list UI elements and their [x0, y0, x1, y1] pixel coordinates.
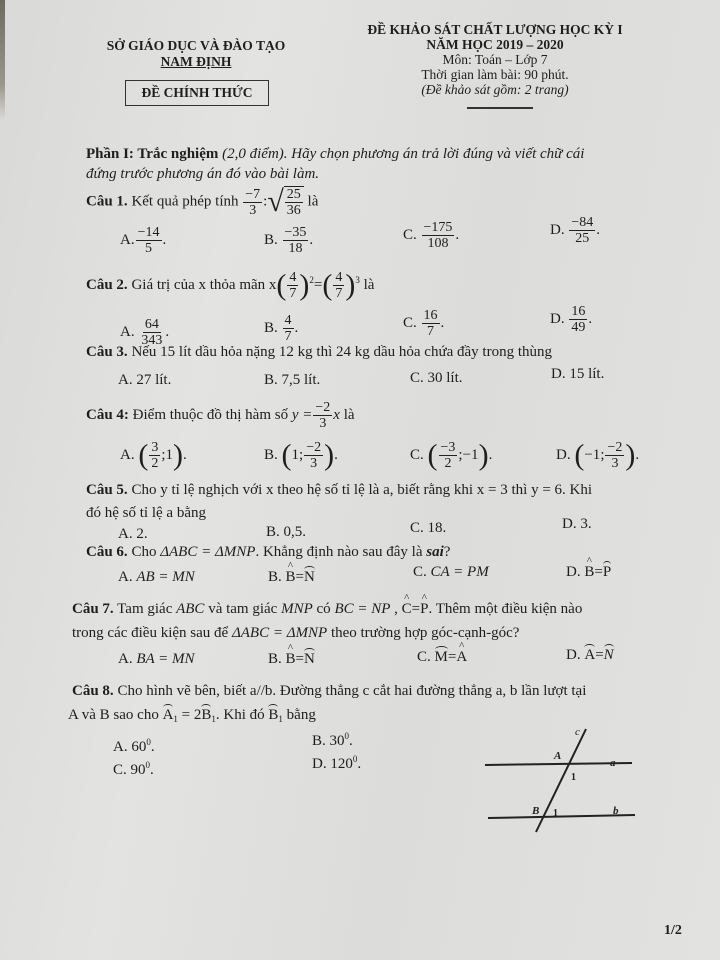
degree: 0: [145, 760, 151, 770]
question-text: và tam giác: [208, 601, 278, 617]
option-key: D.: [551, 366, 566, 382]
numerator: −2: [306, 440, 322, 455]
option-8d: D. $120^0$.: [312, 754, 362, 772]
angle: M: [434, 649, 448, 665]
question-text: Cho hình vẽ bên, biết a//b. Đường thẳng c cắt hai đường thẳng a, b lần lượt tại: [117, 683, 587, 699]
option-6b: B. ^ B=N: [268, 569, 315, 586]
section-instruction-2: đứng trước phương án đó vào bài làm.: [86, 166, 320, 182]
subscript: 1: [278, 714, 283, 724]
numerator: −2: [607, 440, 623, 455]
question-4: [86, 400, 355, 431]
option-key: D.: [562, 516, 577, 532]
question-suffix: là: [363, 276, 375, 293]
option-key: A.: [118, 526, 133, 542]
angle: ^ B: [286, 569, 296, 586]
option-key: D.: [550, 221, 565, 238]
numerator: 4: [284, 313, 292, 328]
degree: 0: [344, 731, 350, 741]
question-text: Giá trị của x thỏa mãn: [131, 276, 266, 293]
question-text: . Khi đó: [215, 707, 265, 723]
page-count: (Đề khảo sát gồm: 2 trang): [421, 82, 569, 97]
question-text: bằng: [286, 707, 316, 723]
question-text: Nếu 15 lít dầu hỏa nặng 12 kg thì 24 kg dầu hỏa chứa đầy trong thùng: [131, 344, 552, 360]
page-number: 1/2: [664, 923, 682, 938]
coord-y: −1: [462, 446, 479, 463]
question-3: [86, 344, 552, 361]
congruence-expr: ΔABC = ΔMNP: [231, 625, 328, 641]
emphasis-word: sai: [426, 544, 444, 560]
option-key: B.: [312, 733, 326, 749]
numerator: 16: [571, 304, 586, 319]
option-key: B.: [268, 651, 282, 667]
question-label: Câu 1.: [86, 193, 128, 210]
option-1b: B. $\frac{-35}{18}$ .: [264, 225, 314, 256]
question-label: Câu 4:: [86, 406, 129, 423]
option-5a: [118, 526, 148, 543]
option-text: AB = MN: [136, 569, 195, 585]
option-text: CA = PM: [430, 564, 489, 580]
option-key: D.: [556, 446, 571, 463]
degree: 0: [146, 737, 151, 747]
official-exam-label: ĐỀ CHÍNH THỨC: [125, 80, 269, 106]
angle: ^ B: [584, 564, 594, 581]
label-angle-B1: 1: [553, 808, 558, 819]
angle: P: [602, 564, 612, 580]
option-key: C.: [410, 520, 424, 536]
triangle-name: ABC: [176, 601, 205, 617]
denominator: 343: [141, 333, 163, 348]
option-key: D.: [312, 756, 327, 772]
question-5-line2: đó hệ số tỉ lệ a bằng: [86, 505, 206, 521]
option-3b: [264, 372, 320, 389]
option-4c: C. ( $\frac{-3}{2}$ ;−1).: [410, 438, 493, 472]
denominator: 7: [289, 286, 297, 301]
option-key: A.: [118, 569, 133, 585]
option-key: B.: [268, 569, 282, 585]
question-7: Câu 7. Tam giác ABC và tam giác MNP có BC = NP , ^ C=^ P. Thêm một điều kiện nào: [72, 601, 582, 618]
option-key: A.: [120, 323, 135, 340]
option-key: C.: [410, 370, 424, 386]
question-text: Cho: [131, 544, 157, 560]
denominator: 18: [288, 241, 303, 256]
numerator: −84: [571, 215, 594, 230]
option-4a: A. ( $\frac{3}{2}$ ;1).: [120, 438, 187, 472]
option-5c: [410, 520, 446, 537]
question-8-line2: A và B sao cho $A_1 = 2B_1$. Khi đó $B_1$ bằng: [68, 707, 316, 724]
question-5: [86, 482, 592, 499]
option-3d: [551, 366, 604, 383]
option-key: B.: [266, 524, 280, 540]
denominator: 7: [427, 324, 435, 339]
option-value: 30: [329, 733, 345, 749]
question-label: Câu 6.: [86, 544, 128, 560]
option-key: C.: [417, 649, 431, 665]
sqrt-expression: √ $\frac{25}{36}$: [267, 186, 303, 218]
exam-title: ĐỀ KHẢO SÁT CHẤT LƯỢNG HỌC KỲ I: [367, 22, 623, 37]
question-2: Câu 2. Giá trị của x thỏa mãn x( $\frac{4}{7}$ )$^2$=( $\frac{4}{7}$ )$^3$ là: [86, 268, 375, 302]
angle: ^ C: [402, 601, 412, 618]
numerator: 25: [286, 187, 301, 202]
subscript: 1: [173, 714, 178, 724]
header-rule: [467, 107, 533, 109]
angle: B: [201, 707, 212, 723]
option-5b: [266, 524, 306, 541]
option-4d: D. (−1; $\frac{-2}{3}$ ).: [556, 438, 640, 472]
option-key: C.: [410, 446, 424, 463]
option-4b: B. (1; $\frac{-2}{3}$ ).: [264, 438, 338, 472]
option-text: 30 lít.: [427, 370, 463, 386]
label-angle-A1: 1: [571, 772, 576, 783]
option-1c: C. $\frac{-175}{108}$ .: [403, 220, 460, 251]
variable: x: [268, 276, 277, 293]
option-key: D.: [566, 647, 581, 663]
section-instruction: Hãy chọn phương án trả lời đúng và viết chữ cái: [287, 146, 585, 162]
department-name: SỞ GIÁO DỤC VÀ ĐÀO TẠO: [106, 38, 286, 53]
question-end: ?: [443, 544, 451, 560]
numerator: −3: [440, 440, 456, 455]
option-value: 120: [330, 756, 353, 772]
angle: A: [584, 647, 596, 663]
angle: ^ A: [456, 649, 467, 666]
denominator: 49: [571, 320, 586, 335]
question-7-line2: [72, 625, 519, 642]
option-text: 15 lít.: [569, 366, 605, 382]
numerator: 64: [144, 317, 159, 332]
exponent: 2: [309, 274, 314, 285]
denominator: 5: [145, 241, 153, 256]
angle: N: [603, 647, 614, 663]
option-1a: A. $\frac{-14}{5}$ .: [120, 225, 167, 256]
option-key: B.: [264, 319, 278, 336]
question-label: Câu 5.: [86, 482, 128, 498]
option-key: A.: [120, 446, 135, 463]
coord-y: 1: [165, 446, 174, 463]
question-text: . Khẳng định nào sau đây là: [255, 544, 423, 560]
question-1: [86, 186, 318, 218]
question-text: . Thêm một điều kiện nào: [428, 601, 583, 617]
option-2d: D. $\frac{16}{49}$ .: [550, 304, 593, 335]
question-text: Cho y tỉ lệ nghịch với x theo hệ số tỉ lệ là a, biết rằng khi x = 3 thì y = 6. Khi: [131, 482, 593, 498]
coord-x: 1: [291, 446, 300, 463]
option-8a: A. $60^0$.: [113, 737, 155, 755]
coefficient: 2: [193, 707, 202, 723]
option-key: C.: [403, 226, 417, 243]
option-6c: [413, 564, 489, 581]
numerator: −7: [245, 186, 261, 202]
question-text: theo trường hợp góc-cạnh-góc?: [330, 625, 520, 641]
degree: 0: [352, 754, 358, 764]
option-value: 90: [130, 762, 146, 778]
option-2b: B. $\frac{4}{7}$ .: [264, 313, 299, 344]
option-key: A.: [120, 231, 135, 248]
numerator: −2: [315, 400, 331, 415]
denominator: 7: [284, 329, 292, 344]
coord-x: −1: [584, 446, 601, 463]
option-text: BA = MN: [136, 651, 195, 667]
question-suffix: là: [307, 193, 319, 210]
denominator: 3: [249, 202, 257, 218]
subject: Môn: Toán – Lớp 7: [442, 52, 548, 67]
exponent: 3: [355, 274, 360, 285]
option-key: D.: [550, 310, 565, 327]
option-7c: C. M=^ A: [417, 649, 467, 666]
page-edge-shadow: [0, 0, 5, 120]
question-text: trong các điều kiện sau để: [72, 625, 229, 641]
triangle-name: MNP: [281, 601, 313, 617]
label-B: B: [532, 805, 540, 817]
question-label: Câu 3.: [86, 344, 128, 360]
denominator: 108: [427, 236, 449, 251]
denominator: 3: [319, 416, 327, 431]
numerator: −14: [137, 225, 160, 240]
denominator: 2: [444, 456, 452, 471]
denominator: 36: [286, 203, 301, 218]
option-text: 0,5.: [283, 524, 307, 540]
option-key: D.: [566, 564, 581, 580]
option-6d: D. ^ B=P: [566, 564, 611, 581]
option-text: 18.: [427, 520, 447, 536]
question-6: [86, 544, 450, 561]
angle: ^ B: [286, 651, 296, 668]
option-text: 3.: [580, 516, 592, 532]
option-text: 27 lít.: [136, 372, 172, 388]
option-key: A.: [113, 739, 128, 755]
question-text: có: [316, 601, 331, 617]
parallel-lines-figure: [470, 715, 650, 845]
label-A: A: [554, 750, 562, 762]
congruence-expr: ΔABC = ΔMNP: [160, 544, 256, 560]
denominator: 2: [151, 456, 159, 471]
option-7a: [118, 651, 195, 668]
section-points: (2,0 điểm).: [222, 146, 288, 162]
condition: BC = NP: [334, 601, 391, 617]
option-key: B.: [264, 372, 278, 388]
subscript: 1: [211, 714, 216, 724]
exam-header: [350, 22, 640, 97]
department-header: [96, 38, 296, 70]
province-name: NAM ĐỊNH: [160, 54, 232, 69]
question-text: A và B sao cho: [68, 707, 159, 723]
section-title: Phần I: Trắc nghiệm: [86, 146, 219, 162]
question-suffix: là: [343, 406, 355, 423]
duration: Thời gian làm bài: 90 phút.: [421, 67, 569, 82]
question-label: Câu 2.: [86, 276, 128, 293]
denominator: 3: [310, 456, 318, 471]
question-text: Kết quả phép tính: [131, 193, 239, 210]
question-text: Tam giác: [117, 601, 173, 617]
option-7b: B. ^ B=N: [268, 651, 315, 668]
option-7d: D. A=N: [566, 647, 614, 663]
option-3c: [410, 370, 463, 387]
variable: x: [333, 406, 340, 423]
label-b: b: [613, 805, 619, 817]
option-text: 7,5 lít.: [281, 372, 321, 388]
question-label: Câu 7.: [72, 601, 114, 617]
numerator: −175: [423, 220, 453, 235]
question-label: Câu 8.: [72, 683, 114, 699]
option-2a: A. $\frac{64}{343}$ .: [120, 317, 170, 348]
option-6a: [118, 569, 195, 586]
denominator: 3: [611, 456, 619, 471]
angle: ^ P: [420, 601, 428, 618]
denominator: 7: [335, 286, 343, 301]
option-2c: C. $\frac{16}{7}$ .: [403, 308, 445, 339]
option-value: 60: [131, 739, 147, 755]
option-key: C.: [403, 314, 417, 331]
option-key: A.: [118, 372, 133, 388]
angle: A: [162, 707, 174, 723]
label-a: a: [610, 757, 616, 769]
option-key: B.: [264, 446, 278, 463]
question-text: Điểm thuộc đồ thị hàm số: [132, 406, 289, 423]
section-title-line: [86, 146, 584, 163]
numerator: −35: [284, 225, 307, 240]
angle: B: [268, 707, 279, 723]
option-key: C.: [113, 762, 127, 778]
question-8: [72, 683, 586, 700]
option-3a: [118, 372, 171, 389]
option-key: B.: [264, 231, 278, 248]
option-text: 2.: [136, 526, 148, 542]
numerator: 16: [423, 308, 438, 323]
numerator: 3: [151, 440, 159, 455]
option-8c: C. $90^0$.: [113, 760, 154, 778]
school-year: NĂM HỌC 2019 – 2020: [426, 37, 564, 52]
function-lhs: y =: [291, 406, 313, 423]
angle: N: [304, 651, 315, 667]
angle: N: [304, 569, 315, 585]
denominator: 25: [575, 231, 590, 246]
numerator: 4: [289, 270, 297, 285]
option-1d: D. $\frac{-84}{25}$ .: [550, 215, 600, 246]
label-c: c: [575, 726, 580, 738]
option-key: C.: [413, 564, 427, 580]
option-5d: [562, 516, 592, 533]
option-key: A.: [118, 651, 133, 667]
numerator: 4: [335, 270, 343, 285]
operator: :: [263, 193, 268, 210]
option-8b: B. $30^0$.: [312, 731, 353, 749]
